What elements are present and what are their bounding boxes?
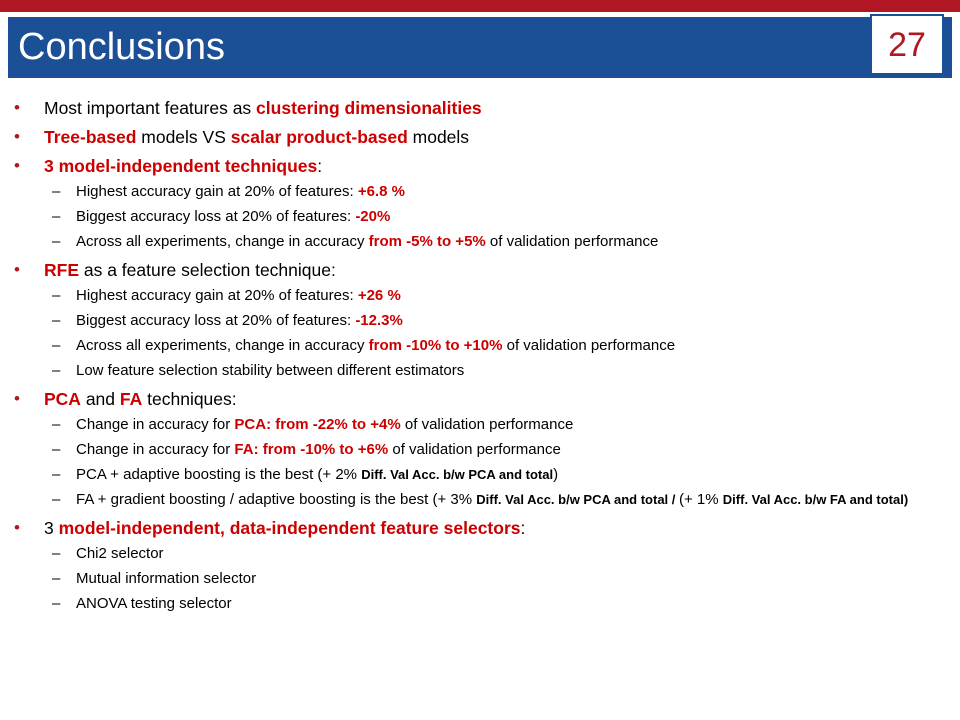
sub-bullet-marker-icon: – bbox=[52, 595, 61, 612]
text-run: : bbox=[520, 518, 526, 538]
bullet-text bbox=[44, 156, 322, 176]
bullet-marker-icon: • bbox=[14, 518, 20, 537]
bullet-text bbox=[44, 127, 469, 147]
sub-bullet-text bbox=[76, 183, 405, 200]
sub-bullet-marker-icon: – bbox=[52, 491, 61, 508]
text-run: of validation performance bbox=[388, 441, 561, 458]
text-run: (+ 1% bbox=[679, 491, 723, 508]
sub-bullet-marker-icon: – bbox=[52, 545, 61, 562]
sub-bullet-item bbox=[44, 593, 960, 615]
bullet-marker-icon: • bbox=[14, 98, 20, 117]
text-run: from -5% to +5% bbox=[368, 233, 486, 250]
text-run: Chi2 selector bbox=[76, 545, 164, 562]
bullet-item bbox=[0, 258, 960, 382]
text-run: ANOVA testing selector bbox=[76, 595, 232, 612]
text-run: models bbox=[407, 127, 470, 147]
bullet-item bbox=[0, 125, 960, 149]
bullet-text bbox=[44, 518, 525, 538]
sub-bullet-item bbox=[44, 543, 960, 565]
sub-bullet-item bbox=[44, 231, 960, 253]
sub-bullet-text bbox=[76, 545, 164, 562]
text-run: -12.3% bbox=[355, 312, 403, 329]
text-run: Diff. Val Acc. b/w PCA and total bbox=[361, 467, 554, 482]
sub-bullet-list bbox=[44, 285, 960, 382]
sub-bullet-item bbox=[44, 464, 960, 486]
text-run: as a feature selection technique: bbox=[79, 260, 336, 280]
sub-bullet-text bbox=[76, 362, 464, 379]
text-run: models VS bbox=[136, 127, 231, 147]
sub-bullet-marker-icon: – bbox=[52, 183, 61, 200]
text-run: techniques: bbox=[142, 389, 237, 409]
text-run: Change in accuracy for bbox=[76, 416, 235, 433]
page-title: Conclusions bbox=[18, 26, 225, 68]
bullet-item bbox=[0, 387, 960, 511]
sub-bullet-list bbox=[44, 543, 960, 615]
text-run: Mutual information selector bbox=[76, 570, 257, 587]
sub-bullet-marker-icon: – bbox=[52, 233, 61, 250]
sub-bullet-marker-icon: – bbox=[52, 312, 61, 329]
sub-bullet-text bbox=[76, 491, 908, 508]
sub-bullet-item bbox=[44, 206, 960, 228]
sub-bullet-text bbox=[76, 233, 658, 250]
text-run: from -10% to +10% bbox=[368, 337, 503, 354]
sub-bullet-marker-icon: – bbox=[52, 337, 61, 354]
text-run: -20% bbox=[355, 208, 391, 225]
bullet-marker-icon: • bbox=[14, 389, 20, 408]
sub-bullet-item bbox=[44, 439, 960, 461]
sub-bullet-text bbox=[76, 287, 401, 304]
sub-bullet-text bbox=[76, 570, 256, 587]
text-run: model-independent, data-independent feature selectors bbox=[58, 518, 521, 538]
bullet-marker-icon: • bbox=[14, 156, 20, 175]
text-run: PCA bbox=[44, 389, 81, 409]
bullet-item bbox=[0, 516, 960, 615]
text-run: FA bbox=[119, 389, 143, 409]
text-run: clustering dimensionalities bbox=[256, 98, 482, 118]
text-run: PCA + adaptive boosting is the best (+ 2% bbox=[76, 466, 362, 483]
text-run: RFE bbox=[44, 260, 79, 280]
text-run: Highest accuracy gain at 20% of features: bbox=[76, 287, 358, 304]
sub-bullet-text bbox=[76, 312, 403, 329]
text-run: scalar product-based bbox=[230, 127, 408, 147]
text-run: FA: from -10% to +6% bbox=[234, 441, 389, 458]
slide-number: 27 bbox=[888, 25, 926, 64]
text-run: of validation performance bbox=[400, 416, 574, 433]
sub-bullet-marker-icon: – bbox=[52, 466, 61, 483]
bullet-marker-icon: • bbox=[14, 260, 20, 279]
text-run: 3 model-independent techniques bbox=[44, 156, 318, 176]
text-run: Across all experiments, change in accuracy bbox=[76, 233, 369, 250]
bullet-item bbox=[0, 154, 960, 253]
text-run: Low feature selection stability between different estimators bbox=[76, 362, 465, 379]
text-run: and bbox=[80, 389, 120, 409]
text-run: : bbox=[317, 156, 323, 176]
sub-bullet-text bbox=[76, 595, 232, 612]
text-run: of validation performance bbox=[485, 233, 659, 250]
sub-bullet-text bbox=[76, 441, 561, 458]
sub-bullet-text bbox=[76, 208, 390, 225]
text-run: +6.8 % bbox=[357, 183, 405, 200]
sub-bullet-list bbox=[44, 181, 960, 253]
sub-bullet-item bbox=[44, 285, 960, 307]
bullet-item bbox=[0, 96, 960, 120]
slide-number-box bbox=[870, 14, 944, 75]
text-run: Tree-based bbox=[44, 127, 137, 147]
bullet-text bbox=[44, 98, 482, 118]
sub-bullet-list bbox=[44, 414, 960, 511]
sub-bullet-marker-icon: – bbox=[52, 362, 61, 379]
sub-bullet-item bbox=[44, 568, 960, 590]
sub-bullet-text bbox=[76, 416, 573, 433]
sub-bullet-item bbox=[44, 310, 960, 332]
sub-bullet-marker-icon: – bbox=[52, 570, 61, 587]
text-run: ) bbox=[553, 466, 559, 483]
text-run: Across all experiments, change in accuracy bbox=[76, 337, 369, 354]
sub-bullet-item bbox=[44, 360, 960, 382]
sub-bullet-marker-icon: – bbox=[52, 441, 61, 458]
sub-bullet-item bbox=[44, 181, 960, 203]
sub-bullet-item bbox=[44, 489, 960, 511]
sub-bullet-text bbox=[76, 466, 558, 483]
text-run: Change in accuracy for bbox=[76, 441, 235, 458]
text-run: Diff. Val Acc. b/w PCA and total / bbox=[476, 492, 679, 507]
sub-bullet-item bbox=[44, 335, 960, 357]
text-run: 3 bbox=[44, 518, 59, 538]
top-accent-bar bbox=[0, 0, 960, 12]
text-run: FA + gradient boosting / adaptive boosting is the best (+ 3% bbox=[76, 491, 477, 508]
text-run: Biggest accuracy loss at 20% of features: bbox=[76, 208, 356, 225]
text-run: +26 % bbox=[357, 287, 401, 304]
text-run: of validation performance bbox=[502, 337, 676, 354]
sub-bullet-marker-icon: – bbox=[52, 416, 61, 433]
text-run: Highest accuracy gain at 20% of features: bbox=[76, 183, 358, 200]
bullet-list bbox=[0, 96, 960, 615]
sub-bullet-item bbox=[44, 414, 960, 436]
bullet-text bbox=[44, 389, 237, 409]
sub-bullet-marker-icon: – bbox=[52, 208, 61, 225]
bullet-marker-icon: • bbox=[14, 127, 20, 146]
text-run: Most important features as bbox=[44, 98, 257, 118]
text-run: PCA: from -22% to +4% bbox=[234, 416, 401, 433]
sub-bullet-marker-icon: – bbox=[52, 287, 61, 304]
sub-bullet-text bbox=[76, 337, 675, 354]
text-run: Biggest accuracy loss at 20% of features: bbox=[76, 312, 356, 329]
slide-body bbox=[0, 96, 960, 620]
text-run: Diff. Val Acc. b/w FA and total) bbox=[722, 492, 909, 507]
bullet-text bbox=[44, 260, 336, 280]
